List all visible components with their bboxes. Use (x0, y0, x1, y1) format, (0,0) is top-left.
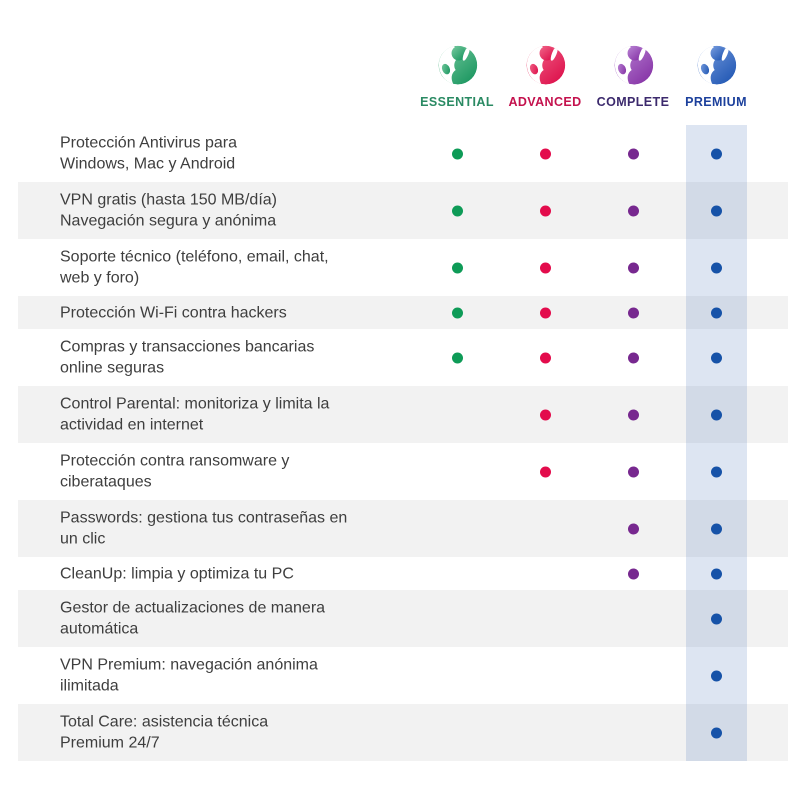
feature-dot-complete (628, 352, 639, 363)
feature-text-line: CleanUp: limpia y optimiza tu PC (60, 564, 294, 582)
feature-text-line: Total Care: asistencia técnica (60, 713, 269, 730)
feature-text-line: Protección contra ransomware y (60, 452, 290, 469)
feature-text-line: Soporte técnico (teléfono, email, chat, (60, 248, 329, 265)
feature-text-line: VPN gratis (hasta 150 MB/día) (60, 191, 277, 208)
feature-dot-complete (628, 409, 639, 420)
feature-text-line: Passwords: gestiona tus contraseñas en (60, 509, 348, 526)
feature-dot-premium (711, 409, 722, 420)
feature-description (60, 302, 287, 324)
feature-row (18, 239, 788, 296)
feature-dot-complete (628, 148, 639, 159)
feature-text-line: automática (60, 620, 139, 638)
feature-dot-advanced (540, 205, 551, 216)
feature-row (18, 500, 788, 557)
feature-description (60, 711, 268, 754)
plan-name-premium: PREMIUM (685, 95, 747, 109)
feature-text-line: Navegación segura y anónima (60, 212, 277, 230)
feature-dot-essential (452, 205, 463, 216)
feature-text-line: Windows, Mac y Android (60, 155, 236, 173)
feature-description (60, 597, 325, 640)
plan-name-essential: ESSENTIAL (420, 95, 494, 109)
feature-dot-advanced (540, 409, 551, 420)
feature-dot-premium (711, 568, 722, 579)
feature-description (60, 132, 237, 175)
feature-text-line: un clic (60, 530, 106, 548)
feature-row (18, 182, 788, 239)
feature-dot-premium (711, 523, 722, 534)
feature-dot-premium (711, 205, 722, 216)
feature-dot-advanced (540, 307, 551, 318)
feature-dot-essential (452, 307, 463, 318)
feature-row (18, 329, 788, 386)
feature-dot-premium (711, 670, 722, 681)
feature-dot-advanced (540, 262, 551, 273)
feature-description (60, 393, 329, 436)
feature-description (60, 189, 277, 232)
feature-row (18, 296, 788, 329)
feature-dot-premium (711, 148, 722, 159)
feature-description (60, 563, 294, 585)
feature-row (18, 125, 788, 182)
feature-dot-complete (628, 466, 639, 477)
plan-name-advanced: ADVANCED (508, 95, 582, 109)
feature-dot-essential (452, 148, 463, 159)
feature-text-line: Protección Antivirus para (60, 134, 237, 151)
feature-description (60, 336, 314, 379)
feature-dot-complete (628, 262, 639, 273)
feature-row (18, 590, 788, 647)
feature-dot-advanced (540, 148, 551, 159)
feature-description (60, 507, 347, 550)
feature-text-line: ciberataques (60, 473, 152, 491)
feature-description (60, 246, 329, 289)
feature-row (18, 443, 788, 500)
feature-dot-complete (628, 307, 639, 318)
feature-text-line: actividad en internet (60, 416, 204, 434)
feature-dot-essential (452, 262, 463, 273)
feature-dot-premium (711, 466, 722, 477)
feature-dot-complete (628, 205, 639, 216)
feature-dot-premium (711, 352, 722, 363)
feature-text-line: ilimitada (60, 677, 119, 695)
feature-row (18, 557, 788, 590)
feature-text-line: online seguras (60, 359, 165, 377)
feature-dot-premium (711, 613, 722, 624)
feature-text-line: VPN Premium: navegación anónima (60, 656, 318, 673)
feature-text-line: web y foro) (60, 269, 140, 287)
feature-dot-complete (628, 523, 639, 534)
feature-description (60, 450, 289, 493)
feature-dot-premium (711, 307, 722, 318)
feature-row (18, 386, 788, 443)
feature-row (18, 704, 788, 761)
feature-description (60, 654, 318, 697)
feature-text-line: Control Parental: monitoriza y limita la (60, 395, 330, 412)
feature-text-line: Premium 24/7 (60, 734, 160, 752)
feature-dot-premium (711, 727, 722, 738)
feature-dot-advanced (540, 352, 551, 363)
feature-dot-premium (711, 262, 722, 273)
feature-dot-advanced (540, 466, 551, 477)
feature-dot-complete (628, 568, 639, 579)
feature-text-line: Protección Wi-Fi contra hackers (60, 303, 287, 321)
plan-name-complete: COMPLETE (596, 95, 670, 109)
feature-text-line: Gestor de actualizaciones de manera (60, 599, 326, 616)
feature-dot-essential (452, 352, 463, 363)
feature-row (18, 647, 788, 704)
feature-text-line: Compras y transacciones bancarias (60, 338, 315, 355)
